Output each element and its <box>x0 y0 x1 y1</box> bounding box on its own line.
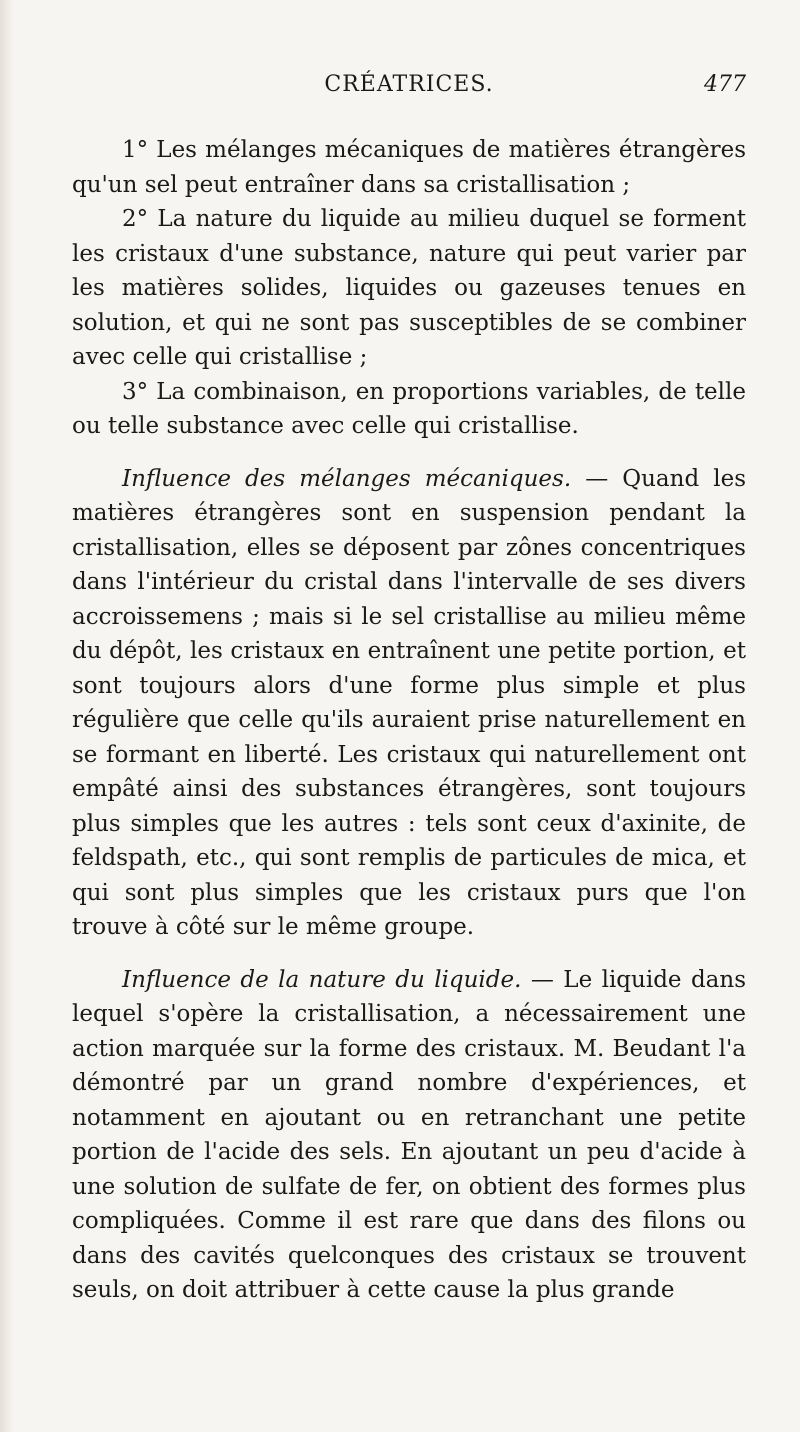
page-header <box>72 66 746 106</box>
page-number: 477 <box>704 72 746 97</box>
section-text-liquid-nature: — Le liquide dans lequel s'opère la cristallisation, a nécessairement une action marquée sur la forme des cristaux. M. Beudant l'a démontré par un grand nombre d'expériences, et notamment en ajoutant ou en retranchant une petite portion de l'acide des sels. En ajoutant un peu d'acide à une solution de sulfate de fer, on obtient des formes plus compliquées. Comme il est rare que dans des filons ou dans des cavités quelconques des cristaux se trouvent seuls, on doit attribuer à cette cause la plus grande <box>72 966 747 1303</box>
section-heading-mechanical-mixtures: Influence des mélanges mécaniques. <box>122 465 572 492</box>
list-item-1: 1° Les mélanges mécaniques de matières étrangères qu'un sel peut entraîner dans sa cristallisation ; <box>72 137 746 198</box>
section-text-mechanical-mixtures: — Quand les matières étrangères sont en suspension pendant la cristallisation, elles se déposent par zônes concentriques dans l'intérieur du cristal dans l'intervalle de ses divers accroissemens ; mais si le sel cristallise au milieu même du dépôt, les cristaux en entraînent une petite portion, et sont toujours alors d'une forme plus simple et plus régulière que celle qu'ils auraient prise naturellement en se formant en liberté. Les cristaux qui naturellement ont empâté ainsi des substances étrangères, sont toujours plus simples que les autres : tels sont ceux d'axinite, de feldspath, etc., qui sont remplis de particules de mica, et qui sont plus simples que les cristaux purs que l'on trouve à côté sur le même groupe. <box>72 465 746 940</box>
section-heading-liquid-nature: Influence de la nature du liquide. <box>122 966 522 993</box>
body-text <box>72 133 746 1308</box>
section-mechanical-mixtures <box>72 462 746 945</box>
page-edge-shadow <box>0 0 14 1432</box>
list-item-3: 3° La combinaison, en proportions variables, de telle ou telle substance avec celle qui cristallise. <box>72 378 746 439</box>
running-title: CRÉATRICES. <box>324 72 494 97</box>
list-item-2: 2° La nature du liquide au milieu duquel se forment les cristaux d'une substance, nature qui peut varier par les matières solides, liquides ou gazeuses tenues en solution, et qui ne sont pas susceptibles de se combiner avec celle qui cristallise ; <box>72 206 746 370</box>
section-liquid-nature <box>72 963 746 1308</box>
